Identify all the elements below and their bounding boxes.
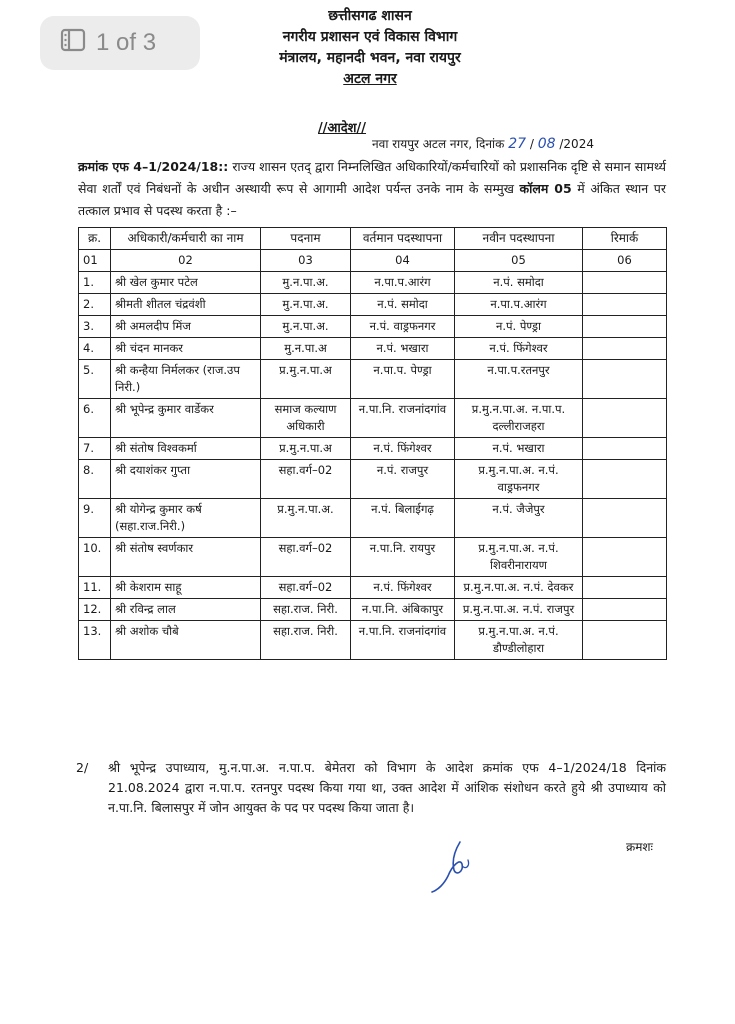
table-row bbox=[79, 499, 667, 538]
letterhead-government: छत्तीसगढ शासन bbox=[328, 8, 412, 24]
signature bbox=[424, 836, 484, 896]
col-number: 02 bbox=[111, 250, 261, 272]
cell-remark bbox=[583, 621, 667, 660]
cell-name: श्री योगेन्द्र कुमार कर्ष (सहा.राज.निरी.) bbox=[111, 499, 261, 538]
place-date: नवा रायपुर अटल नगर, दिनांक 27 / 08 /2024 bbox=[372, 136, 594, 152]
letterhead-department: नगरीय प्रशासन एवं विकास विभाग bbox=[282, 29, 458, 45]
cell-current-posting: न.पं. बिलाईगढ़ bbox=[351, 499, 455, 538]
table-row bbox=[79, 399, 667, 438]
cell-current-posting: न.पं. फिंगेश्वर bbox=[351, 438, 455, 460]
cell-new-posting: न.पं. पेण्ड्रा bbox=[455, 316, 583, 338]
page-counter[interactable] bbox=[40, 16, 200, 70]
table-row bbox=[79, 438, 667, 460]
cell-name: श्री केशराम साहू bbox=[111, 577, 261, 599]
cell-new-posting: प्र.मु.न.पा.अ. न.पं. डौण्डीलोहारा bbox=[455, 621, 583, 660]
cell-sn: 4. bbox=[79, 338, 111, 360]
paragraph-2 bbox=[78, 758, 666, 818]
cell-designation: प्र.मु.न.पा.अ bbox=[261, 360, 351, 399]
cell-sn: 13. bbox=[79, 621, 111, 660]
cell-current-posting: न.पा.नि. रायपुर bbox=[351, 538, 455, 577]
cell-new-posting: न.पं. फिंगेश्वर bbox=[455, 338, 583, 360]
cell-sn: 8. bbox=[79, 460, 111, 499]
table-header-row bbox=[79, 228, 667, 250]
continued-label: क्रमशः bbox=[626, 840, 653, 854]
paragraph-2-number: 2/ bbox=[76, 760, 89, 775]
header-new-posting: नवीन पदस्थापना bbox=[455, 228, 583, 250]
cell-remark bbox=[583, 272, 667, 294]
cell-designation: प्र.मु.न.पा.अ. bbox=[261, 499, 351, 538]
letterhead-address: मंत्रालय, महानदी भवन, नवा रायपुर bbox=[279, 50, 461, 66]
cell-remark bbox=[583, 316, 667, 338]
date-year: /2024 bbox=[559, 137, 594, 151]
cell-name: श्री अमलदीप मिंज bbox=[111, 316, 261, 338]
table-row bbox=[79, 577, 667, 599]
cell-remark bbox=[583, 438, 667, 460]
cell-remark bbox=[583, 499, 667, 538]
letterhead-city: अटल नगर bbox=[343, 71, 397, 87]
header-sn: क्र. bbox=[79, 228, 111, 250]
col-number: 03 bbox=[261, 250, 351, 272]
cell-sn: 5. bbox=[79, 360, 111, 399]
cell-sn: 1. bbox=[79, 272, 111, 294]
cell-remark bbox=[583, 577, 667, 599]
paragraph-2-text: श्री भूपेन्द्र उपाध्याय, मु.न.पा.अ. न.पा.प. बेमेतरा को विभाग के आदेश क्रमांक एफ 4–1/2024/18 दिनांक 21.08.2024 द्वारा न.पा.प. रतनपुर पदस्थ किया गया था, उक्त आदेश में आंशिक संशोधन करते हुये श्री उपाध्याय को न.पा.नि. बिलासपुर में जोन आयुक्त के पद पर पदस्थ किया जाता है। bbox=[108, 760, 666, 815]
order-number: क्रमांक एफ 4–1/2024/18:: bbox=[78, 159, 229, 174]
cell-designation: सहा.राज. निरी. bbox=[261, 599, 351, 621]
col-number: 06 bbox=[583, 250, 667, 272]
column-number-row bbox=[79, 250, 667, 272]
table-row bbox=[79, 460, 667, 499]
cell-new-posting: प्र.मु.न.पा.अ. न.पं. राजपुर bbox=[455, 599, 583, 621]
cell-remark bbox=[583, 538, 667, 577]
cell-name: श्रीमती शीतल चंद्रवंशी bbox=[111, 294, 261, 316]
cell-designation: प्र.मु.न.पा.अ bbox=[261, 438, 351, 460]
cell-current-posting: न.पा.प.आरंग bbox=[351, 272, 455, 294]
cell-remark bbox=[583, 399, 667, 438]
header-remark: रिमार्क bbox=[583, 228, 667, 250]
cell-designation: सहा.राज. निरी. bbox=[261, 621, 351, 660]
cell-new-posting: न.पं. भखारा bbox=[455, 438, 583, 460]
intro-column-ref: कॉलम 05 bbox=[519, 181, 572, 196]
postings-table bbox=[78, 227, 667, 660]
table-row bbox=[79, 316, 667, 338]
letterhead bbox=[200, 6, 540, 90]
cell-sn: 7. bbox=[79, 438, 111, 460]
cell-designation: सहा.वर्ग–02 bbox=[261, 538, 351, 577]
col-number: 05 bbox=[455, 250, 583, 272]
cell-name: श्री रविन्द्र लाल bbox=[111, 599, 261, 621]
place-prefix: नवा रायपुर अटल नगर, दिनांक bbox=[372, 137, 505, 151]
cell-designation: मु.न.पा.अ. bbox=[261, 294, 351, 316]
table-row bbox=[79, 538, 667, 577]
cell-remark bbox=[583, 360, 667, 399]
cell-designation: सहा.वर्ग–02 bbox=[261, 577, 351, 599]
cell-current-posting: न.पं. भखारा bbox=[351, 338, 455, 360]
intro-text-2: में अंकित स्थान पर तत्काल प्रभाव से पदस्थ करता है :– bbox=[78, 181, 666, 218]
cell-designation: मु.न.पा.अ. bbox=[261, 316, 351, 338]
header-current-posting: वर्तमान पदस्थापना bbox=[351, 228, 455, 250]
cell-new-posting: न.पं. समोदा bbox=[455, 272, 583, 294]
cell-name: श्री दयाशंकर गुप्ता bbox=[111, 460, 261, 499]
cell-name: श्री भूपेन्द्र कुमार वार्डेकर bbox=[111, 399, 261, 438]
cell-designation: मु.न.पा.अ bbox=[261, 338, 351, 360]
date-day: 27 bbox=[508, 136, 527, 152]
header-designation: पदनाम bbox=[261, 228, 351, 250]
cell-name: श्री संतोष विश्वकर्मा bbox=[111, 438, 261, 460]
cell-sn: 10. bbox=[79, 538, 111, 577]
table-row bbox=[79, 338, 667, 360]
cell-new-posting: न.पा.प.रतनपुर bbox=[455, 360, 583, 399]
table-row bbox=[79, 599, 667, 621]
cell-remark bbox=[583, 460, 667, 499]
table-row bbox=[79, 360, 667, 399]
cell-name: श्री खेल कुमार पटेल bbox=[111, 272, 261, 294]
cell-sn: 2. bbox=[79, 294, 111, 316]
cell-current-posting: न.पं. राजपुर bbox=[351, 460, 455, 499]
cell-name: श्री अशोक चौबे bbox=[111, 621, 261, 660]
date-month: 08 bbox=[537, 136, 556, 152]
cell-remark bbox=[583, 338, 667, 360]
cell-designation: सहा.वर्ग–02 bbox=[261, 460, 351, 499]
cell-new-posting: प्र.मु.न.पा.अ. न.पं. शिवरीनारायण bbox=[455, 538, 583, 577]
cell-sn: 6. bbox=[79, 399, 111, 438]
header-name: अधिकारी/कर्मचारी का नाम bbox=[111, 228, 261, 250]
cell-sn: 3. bbox=[79, 316, 111, 338]
cell-current-posting: न.पा.प. पेण्ड्रा bbox=[351, 360, 455, 399]
cell-designation: समाज कल्याण अधिकारी bbox=[261, 399, 351, 438]
cell-current-posting: न.पं. समोदा bbox=[351, 294, 455, 316]
cell-name: श्री संतोष स्वर्णकार bbox=[111, 538, 261, 577]
order-intro bbox=[78, 156, 666, 222]
cell-current-posting: न.पं. फिंगेश्वर bbox=[351, 577, 455, 599]
table-row bbox=[79, 621, 667, 660]
cell-remark bbox=[583, 599, 667, 621]
cell-new-posting: प्र.मु.न.पा.अ. न.पं. वाड्रफनगर bbox=[455, 460, 583, 499]
cell-current-posting: न.पा.नि. राजनांदगांव bbox=[351, 621, 455, 660]
cell-sn: 12. bbox=[79, 599, 111, 621]
cell-sn: 11. bbox=[79, 577, 111, 599]
cell-current-posting: न.पा.नि. अंबिकापुर bbox=[351, 599, 455, 621]
cell-current-posting: न.पं. वाड्रफनगर bbox=[351, 316, 455, 338]
cell-name: श्री कन्हैया निर्मलकर (राज.उप निरी.) bbox=[111, 360, 261, 399]
page-counter-label: 1 of 3 bbox=[96, 29, 157, 56]
cell-new-posting: न.पा.प.आरंग bbox=[455, 294, 583, 316]
cell-new-posting: न.पं. जैजेपुर bbox=[455, 499, 583, 538]
cell-current-posting: न.पा.नि. राजनांदगांव bbox=[351, 399, 455, 438]
cell-new-posting: प्र.मु.न.पा.अ. न.पा.प. दल्लीराजहरा bbox=[455, 399, 583, 438]
cell-remark bbox=[583, 294, 667, 316]
cell-designation: मु.न.पा.अ. bbox=[261, 272, 351, 294]
col-number: 04 bbox=[351, 250, 455, 272]
cell-sn: 9. bbox=[79, 499, 111, 538]
col-number: 01 bbox=[79, 250, 111, 272]
cell-new-posting: प्र.मु.न.पा.अ. न.पं. देवकर bbox=[455, 577, 583, 599]
order-title: //आदेश// bbox=[318, 121, 367, 136]
intro-text-1: राज्य शासन एतद् द्वारा निम्नलिखित अधिकारियों/कर्मचारियों को प्रशासनिक दृष्टि से समान सामर्थ्य सेवा शर्तों एवं निबंधनों के अधीन अस्थायी रूप से आगामी आदेश पर्यन्त उनके नाम के सम्मुख bbox=[78, 159, 667, 196]
table-row bbox=[79, 294, 667, 316]
cell-name: श्री चंदन मानकर bbox=[111, 338, 261, 360]
table-row bbox=[79, 272, 667, 294]
thumbnails-icon bbox=[60, 27, 86, 60]
